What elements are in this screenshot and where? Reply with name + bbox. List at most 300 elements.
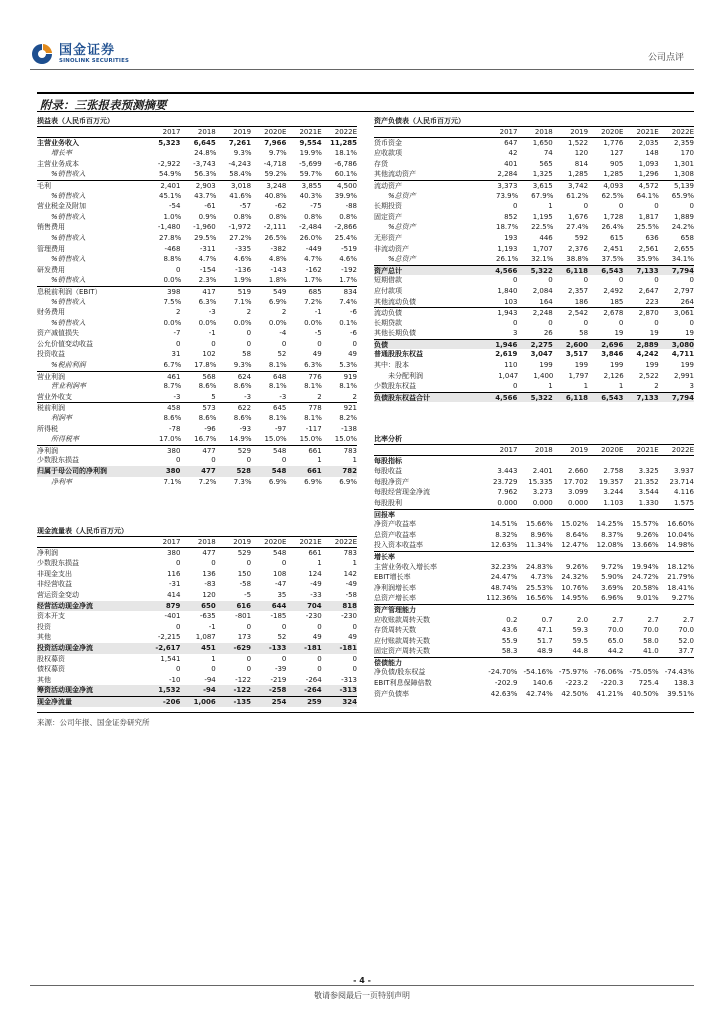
table-row [374,138,694,149]
row-value: 27.4% [566,223,589,232]
row-value: 4,500 [336,181,357,190]
row-label: 每股收益 [374,467,402,476]
row-value: 2,248 [532,309,553,318]
row-value: -162 [305,265,322,274]
row-value [553,552,588,562]
row-label: 无形资产 [374,233,402,242]
table-row [374,307,694,318]
table-row [37,569,357,580]
row-label: 负债 [374,340,388,349]
row-label: 其他 [37,633,51,642]
row-value: 102 [202,350,216,359]
table-row [37,371,357,382]
table-row [37,434,357,445]
row-label: 主营业务收入 [37,138,79,147]
row-value: 9.26% [636,530,659,539]
row-value: 3 [689,382,694,391]
row-value: 11.34% [526,541,553,550]
row-value: 3.443 [497,467,518,476]
row-value: -97 [274,424,287,433]
table-row [37,466,357,477]
row-label: 货币资金 [374,138,402,147]
row-value: 477 [201,467,216,475]
row-value: 1,946 [495,340,518,349]
row-value: 13.66% [631,541,659,550]
row-value: -7 [173,329,181,338]
row-value [146,148,181,159]
ratios-year-header [374,445,694,456]
row-value: -57 [239,202,252,211]
row-value: 2 [246,308,252,317]
row-value: 8.1% [339,382,358,391]
row-label: 股权募资 [37,654,65,663]
report-type: 公司点评 [647,53,684,63]
row-value: 150 [237,569,252,578]
row-label: 筹资活动现金净流 [37,686,93,695]
row-value: -1 [208,329,216,338]
row-value: 7.5% [163,297,182,306]
balance-sheet-table [374,116,694,402]
row-value [588,510,623,520]
row-value: 24.72% [631,573,659,582]
row-value: 40.50% [631,689,659,698]
table-row [374,201,694,212]
row-value: 685 [308,287,322,296]
row-value: -468 [164,244,181,253]
row-value: 0 [548,276,553,285]
row-value: 1,325 [532,170,553,179]
row-value: 1 [317,559,322,568]
row-value: 4.73% [530,573,553,582]
row-label: 息税前利润（EBIT） [37,287,102,296]
balance-year-2: 2019 [570,128,589,136]
row-value: 15.0% [264,435,287,444]
row-value: 7,794 [671,266,694,275]
row-value: -449 [305,244,322,253]
row-label: 其他流动资产 [374,170,416,179]
row-value: 4.6% [339,255,358,264]
row-label: %销售收入 [51,191,86,200]
row-value: -2,484 [299,223,322,232]
row-value: -4,243 [228,159,252,168]
table-row [374,349,694,360]
row-value: 58.3 [501,647,518,656]
row-label: 资本开支 [37,612,65,621]
row-label: 其他长期负债 [374,329,416,338]
row-label: 投资活动现金净流 [37,643,93,652]
table-row [374,615,694,626]
row-value: 704 [307,601,322,610]
row-value [623,552,658,562]
row-value: 8.64% [565,530,589,539]
row-value: 11,285 [329,138,357,147]
row-label: 总资产增长率 [374,594,416,603]
row-value: 3.544 [638,488,659,497]
income-statement-table [37,116,357,487]
row-value: 148 [645,149,659,158]
ratios-table-title: 比率分析 [374,434,694,445]
row-value: 15.0% [299,435,322,444]
table-row [374,583,694,594]
row-value: -313 [341,675,357,684]
row-value: 2,492 [603,286,624,295]
row-value: 43.7% [194,191,217,200]
table-row [374,265,694,276]
row-label: 长期投资 [374,202,402,211]
row-value: 458 [167,404,181,413]
row-label: 营业利润 [37,372,65,381]
row-value: 919 [343,372,357,381]
balance-year-3: 2020E [601,128,624,136]
row-value: -5 [244,590,252,599]
row-value: 25.53% [526,583,553,592]
row-value: 565 [539,159,553,168]
row-value: 0 [246,622,252,631]
row-value: 0 [175,622,181,631]
row-value: 528 [236,467,252,475]
row-label: 所得税率 [51,435,79,444]
row-value: 1.0% [163,212,182,221]
row-label: 投资收益 [37,350,65,359]
row-value: 21.79% [667,573,694,582]
row-value: 2,870 [638,309,659,318]
cashflow-table-title: 现金流量表（人民币百万元） [37,526,357,537]
row-value: 2.7 [612,615,624,624]
row-value: -1 [314,308,322,317]
row-value: 1 [211,654,216,663]
row-value: -2,111 [263,223,287,232]
ratios-year-3: 2020E [601,446,624,454]
row-value: -49 [310,580,322,589]
row-value: 3,018 [231,181,252,190]
row-value: 142 [343,569,357,578]
row-value: 1 [548,202,553,211]
row-value: 5,322 [530,266,553,275]
row-value: 0 [246,665,252,674]
row-value: 3,855 [301,181,322,190]
row-value [659,658,694,668]
row-value: 2,084 [532,286,553,295]
row-value: 1.575 [673,498,694,507]
row-value: 776 [308,372,322,381]
row-value: -264 [304,686,322,695]
row-value: 8.2% [339,414,358,423]
row-value: -313 [339,686,357,695]
row-value: 624 [237,372,252,381]
row-value: 8.32% [495,530,518,539]
row-value: 324 [342,697,357,706]
table-row [37,297,357,308]
row-value: 127 [610,149,624,158]
row-value: 0.8% [304,212,322,221]
row-label: 所得税 [37,424,58,433]
row-value: 0 [317,665,322,674]
row-value: 116 [167,569,181,578]
row-value: 2,035 [638,138,659,147]
row-value: -3 [173,392,181,401]
row-label: %销售收入 [51,170,86,179]
row-value: -62 [274,202,287,211]
row-label: 负债股东权益合计 [374,393,430,402]
row-value [588,605,623,615]
row-value: 0 [317,339,322,348]
row-value: -94 [203,686,216,695]
row-value [553,605,588,615]
income-year-2: 2019 [233,128,252,136]
row-value: 0 [246,654,252,663]
row-value: -801 [235,612,252,621]
row-value: 4,242 [636,350,659,359]
row-value: 0 [512,276,518,285]
row-value: 2,451 [603,244,624,253]
row-value: 1,676 [568,212,589,221]
row-value: -143 [270,265,287,274]
row-value: 70.0 [643,626,659,635]
row-value: 1.103 [603,498,624,507]
row-label: 应收款项 [374,149,402,158]
row-label: 流动负债 [374,309,402,318]
row-value [517,456,552,467]
row-value: 17.0% [158,435,182,444]
row-label: 应收账款周转天数 [374,615,430,624]
row-label: 应付账款周转天数 [374,636,430,645]
balance-year-0: 2017 [499,128,518,136]
row-value: 3.244 [603,488,624,497]
row-value: 18.1% [334,149,358,158]
row-value: 5,323 [158,138,181,147]
row-value: 0.0% [163,276,182,285]
table-row [37,392,357,403]
row-value: 14.95% [561,594,589,603]
row-value: 51.7 [537,636,553,645]
row-value: 16.60% [667,520,694,529]
row-value: 3.325 [638,467,659,476]
row-value: 199 [539,361,553,370]
ratios-year-1: 2018 [534,446,553,454]
row-value: 2,797 [673,286,694,295]
table-row [37,413,357,424]
row-value: 3,615 [532,181,553,190]
row-label: %销售收入 [51,318,86,327]
row-value: 199 [610,361,624,370]
row-label: 存货周转天数 [374,626,416,635]
row-value [517,510,552,520]
cashflow-year-2: 2019 [233,538,252,546]
row-value: 44.8 [572,647,589,656]
row-value: -94 [204,675,216,684]
row-value: 0.0% [304,318,322,327]
row-value: 398 [167,287,181,296]
row-value: 661 [308,446,322,455]
table-row [374,678,694,689]
row-value: -33 [310,590,322,599]
row-value: 1,308 [673,170,694,179]
row-value: 615 [610,233,624,242]
cashflow-year-1: 2018 [197,538,216,546]
row-label: %总资产 [388,223,416,232]
row-value: -6 [350,308,357,317]
row-value: -629 [233,643,252,652]
row-value: 0 [583,202,589,211]
income-year-header-blank [37,127,145,137]
row-value: 3,080 [671,340,694,349]
row-value: 2 [352,392,357,401]
row-value: 19.94% [631,562,659,571]
row-value: 31 [171,350,181,359]
row-value: 1,707 [532,244,553,253]
row-value [588,456,623,467]
row-value [623,456,658,467]
row-value: 58 [579,329,589,338]
row-value: 6.9% [304,477,322,486]
row-value: 0 [512,318,518,327]
row-value: 74 [543,149,553,158]
row-value: 7.2% [304,297,322,306]
row-value: 8.6% [233,382,252,391]
row-value: 43.6 [501,626,518,635]
row-value: -96 [204,424,216,433]
row-value: 1,285 [568,170,589,179]
brand-name-cn: 国金证券 [59,42,116,58]
row-value: -117 [305,424,322,433]
brand-name-en: SINOLINK SECURITIES [59,57,130,64]
table-row [374,466,694,477]
table-row [374,657,694,668]
row-value: 7.3% [233,477,252,486]
table-row [37,590,357,601]
row-value: 9.3% [233,149,252,158]
row-value: 622 [237,404,252,413]
row-value: 40.8% [264,191,287,200]
row-value: 2,889 [636,340,659,349]
row-value: -138 [341,424,357,433]
row-value: 41.0 [643,647,659,656]
row-value: 49 [312,350,322,359]
table-row [37,180,357,191]
row-label: 存货 [374,159,388,168]
row-value: 3.099 [568,488,589,497]
row-value: 2,655 [673,244,694,253]
row-value: 7.1% [163,477,182,486]
row-value: -6,786 [334,159,357,168]
row-value: -1,960 [193,223,216,232]
row-value [517,552,552,562]
row-value: 0 [175,559,181,568]
row-value: -75.97% [558,668,589,677]
row-value: 54.9% [158,170,182,179]
table-row [374,498,694,509]
table-row [374,191,694,202]
row-value: 2.660 [568,467,589,476]
row-value [482,552,517,562]
row-value: -10 [169,675,181,684]
row-value: 834 [343,287,357,296]
row-value: 164 [539,297,553,306]
row-value: 4,566 [495,266,518,275]
row-value: 58.4% [229,170,252,179]
row-value: 19 [649,329,659,338]
row-value: 1,650 [532,138,553,147]
row-value: 2,522 [638,371,659,380]
row-value: 417 [202,287,216,296]
row-value: 59.7% [299,170,322,179]
table-row [374,254,694,265]
row-value: 60.1% [334,170,358,179]
row-value: 1.8% [268,276,287,285]
row-value: 32.1% [531,255,554,264]
row-label: 净利润 [37,548,58,557]
row-value: 7.962 [497,488,518,497]
row-value: 138.3 [673,679,694,688]
row-value: 1,728 [603,212,624,221]
row-value [482,456,517,467]
row-label: 增长率 [51,149,72,158]
row-value: 2,376 [568,244,589,253]
balance-year-header [374,127,694,138]
row-value: 477 [202,548,216,557]
row-value: 42.74% [526,689,553,698]
row-label: 其中：股本 [374,361,409,370]
row-value: 49 [312,633,322,642]
row-value: 4,711 [671,350,694,359]
table-row [37,191,357,202]
row-value: 778 [308,404,322,413]
cashflow-year-header-blank [37,537,145,547]
row-value: 1,006 [193,697,216,706]
row-value: 644 [271,601,287,610]
row-value: 0 [583,318,589,327]
table-row [37,643,357,654]
row-value: 0.8% [339,212,358,221]
row-label: 未分配利润 [388,371,423,380]
row-value: 14.98% [667,541,694,550]
row-value: 23.729 [492,477,518,486]
row-value: 6.3% [304,361,322,370]
row-value: 199 [680,361,694,370]
balance-year-header-blank [374,127,482,137]
row-value: 32.23% [490,562,518,571]
row-value: 3,061 [673,309,694,318]
row-value: 264 [680,297,694,306]
row-value: 17.8% [194,361,217,370]
row-value: 58 [242,350,252,359]
row-value: 0.9% [198,212,217,221]
row-value: -3 [244,392,252,401]
row-value: 173 [237,633,252,642]
row-value: 186 [574,297,589,306]
row-value: 18.12% [667,562,694,571]
row-value: 818 [342,601,357,610]
row-value: 380 [167,446,181,455]
row-value: 223 [645,297,659,306]
logo-mark-icon [30,42,54,66]
row-value: 636 [645,233,659,242]
table-row [374,636,694,647]
row-value: 2,561 [638,244,659,253]
row-value: -58 [239,580,252,589]
row-value: 8.7% [163,382,182,391]
row-value: -75 [310,202,322,211]
table-row [37,685,357,696]
row-value: 0 [548,318,553,327]
row-value [553,658,588,668]
row-value: 193 [504,233,518,242]
row-value: 25.5% [636,223,659,232]
row-label: 其他流动负债 [374,297,416,306]
row-value: -47 [274,580,287,589]
row-value: 616 [236,601,252,610]
row-value: 8.1% [268,382,287,391]
